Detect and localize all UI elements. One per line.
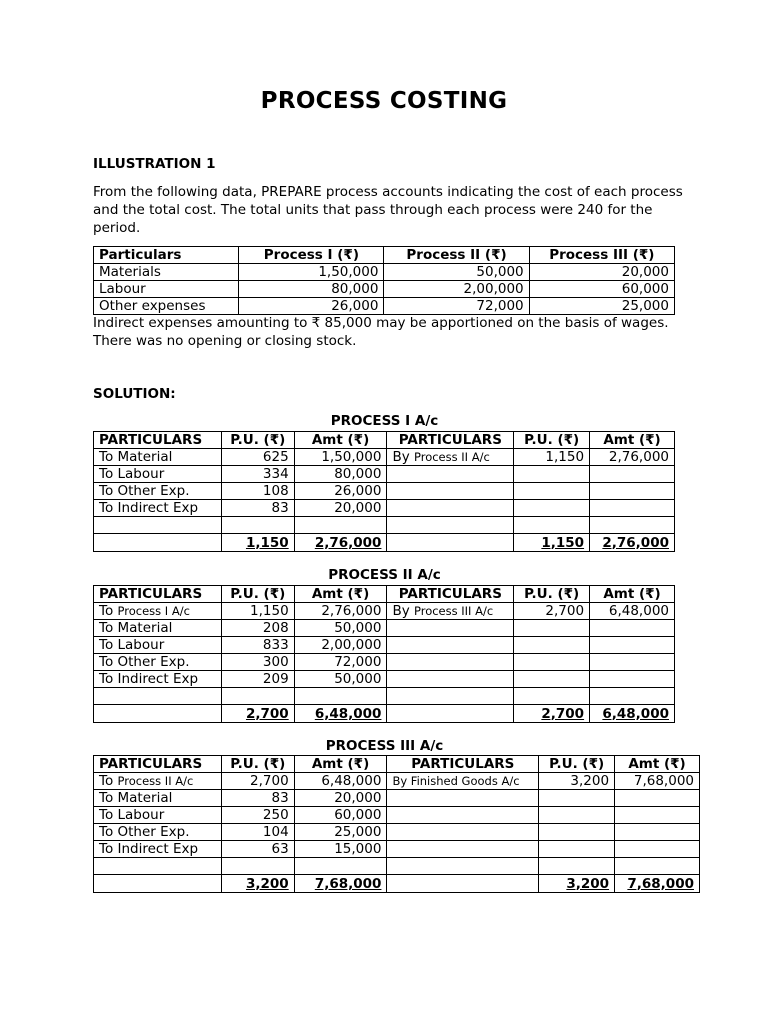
debit-per-unit: 209 <box>221 671 294 688</box>
row-label: Materials <box>94 264 239 281</box>
column-header: Amt (₹) <box>294 586 387 603</box>
blank-cell <box>514 688 590 705</box>
blank-cell <box>590 517 675 534</box>
debit-per-unit: 104 <box>221 824 294 841</box>
credit-amount: 6,48,000 <box>590 603 675 620</box>
debit-amount: 80,000 <box>294 466 387 483</box>
blank-row <box>94 517 675 534</box>
column-header: Amt (₹) <box>615 756 700 773</box>
debit-amount: 20,000 <box>294 500 387 517</box>
debit-prefix: To <box>99 807 118 823</box>
blank-cell <box>387 517 514 534</box>
credit-per-unit <box>514 483 590 500</box>
credit-per-unit <box>539 841 615 858</box>
column-header: PARTICULARS <box>387 432 514 449</box>
page-title: PROCESS COSTING <box>260 88 508 114</box>
debit-particulars <box>94 773 222 790</box>
debit-particulars <box>94 449 222 466</box>
debit-particulars <box>94 637 222 654</box>
credit-total-units: 1,150 <box>541 534 585 551</box>
column-header: P.U. (₹) <box>221 586 294 603</box>
debit-amount: 2,76,000 <box>294 603 387 620</box>
blank-row <box>94 688 675 705</box>
debit-total-units: 3,200 <box>245 875 289 892</box>
debit-amount: 20,000 <box>294 790 387 807</box>
debit-per-unit: 625 <box>221 449 294 466</box>
illustration-note: Indirect expenses amounting to ₹ 85,000 may be apportioned on the basis of wages. There was no opening or closing stock. <box>93 315 669 349</box>
debit-total-cell <box>221 534 294 552</box>
debit-particulars <box>94 790 222 807</box>
amount-cell: 25,000 <box>529 298 674 315</box>
ledger-row <box>94 620 675 637</box>
ledger-row <box>94 671 675 688</box>
debit-total-units: 1,150 <box>245 534 289 551</box>
credit-amount <box>615 824 700 841</box>
debit-account-name: Labour <box>117 466 165 482</box>
credit-particulars <box>387 603 514 620</box>
process-3-title: PROCESS III A/c <box>325 738 444 754</box>
credit-per-unit <box>539 824 615 841</box>
debit-per-unit: 1,150 <box>221 603 294 620</box>
debit-account-name: Material <box>117 449 173 465</box>
credit-particulars <box>387 637 514 654</box>
debit-prefix: To <box>99 603 118 619</box>
debit-amount: 50,000 <box>294 671 387 688</box>
ledger-row <box>94 824 700 841</box>
amount-cell: 2,00,000 <box>384 281 529 298</box>
debit-account-name: Material <box>117 790 173 806</box>
blank-cell <box>94 705 222 723</box>
ledger-row <box>94 449 675 466</box>
debit-particulars <box>94 654 222 671</box>
blank-cell <box>94 688 222 705</box>
credit-particulars <box>387 483 514 500</box>
debit-total-cell <box>294 875 387 893</box>
amount-cell: 80,000 <box>239 281 384 298</box>
credit-per-unit <box>514 654 590 671</box>
debit-particulars <box>94 483 222 500</box>
amount-cell: 60,000 <box>529 281 674 298</box>
blank-cell <box>94 858 222 875</box>
credit-amount <box>590 483 675 500</box>
debit-prefix: To <box>99 773 118 789</box>
blank-cell <box>514 517 590 534</box>
credit-per-unit <box>514 466 590 483</box>
debit-particulars <box>94 500 222 517</box>
credit-total-units: 2,700 <box>541 705 585 722</box>
debit-amount: 6,48,000 <box>294 773 387 790</box>
credit-amount <box>590 466 675 483</box>
debit-account-name: Indirect Exp <box>117 671 199 687</box>
credit-total-amount: 2,76,000 <box>602 534 669 551</box>
amount-cell: 72,000 <box>384 298 529 315</box>
debit-total-cell <box>294 534 387 552</box>
credit-particulars <box>387 654 514 671</box>
credit-total-cell <box>615 875 700 893</box>
debit-amount: 50,000 <box>294 620 387 637</box>
credit-total-cell <box>590 705 675 723</box>
debit-particulars <box>94 807 222 824</box>
blank-cell <box>387 534 514 552</box>
credit-per-unit <box>539 807 615 824</box>
debit-per-unit: 108 <box>221 483 294 500</box>
blank-cell <box>221 858 294 875</box>
debit-amount: 15,000 <box>294 841 387 858</box>
debit-account-name: Indirect Exp <box>117 841 199 857</box>
debit-per-unit: 83 <box>221 500 294 517</box>
debit-per-unit: 250 <box>221 807 294 824</box>
credit-amount <box>590 671 675 688</box>
debit-total-cell <box>221 875 294 893</box>
blank-cell <box>294 517 387 534</box>
credit-per-unit <box>514 500 590 517</box>
blank-cell <box>539 858 615 875</box>
blank-cell <box>94 534 222 552</box>
blank-cell <box>221 688 294 705</box>
column-header: Process III (₹) <box>529 247 674 264</box>
debit-account-name: Indirect Exp <box>117 500 199 516</box>
ledger-row <box>94 637 675 654</box>
blank-cell <box>294 858 387 875</box>
debit-prefix: To <box>99 790 118 806</box>
blank-cell <box>387 875 539 893</box>
debit-total-units: 2,700 <box>245 705 289 722</box>
debit-total-amount: 2,76,000 <box>314 534 382 551</box>
row-label: Other expenses <box>94 298 239 315</box>
column-header: Amt (₹) <box>294 756 387 773</box>
credit-particulars <box>387 824 539 841</box>
blank-cell <box>387 705 514 723</box>
debit-account-name: Other Exp. <box>117 483 190 499</box>
ledger-row <box>94 790 700 807</box>
credit-particulars <box>387 620 514 637</box>
credit-prefix: By <box>392 603 414 619</box>
column-header: P.U. (₹) <box>539 756 615 773</box>
column-header: PARTICULARS <box>94 756 222 773</box>
credit-particulars <box>387 841 539 858</box>
blank-cell <box>94 517 222 534</box>
amount-cell: 26,000 <box>239 298 384 315</box>
blank-cell <box>221 517 294 534</box>
credit-total-amount: 7,68,000 <box>627 875 694 892</box>
column-header: Process I (₹) <box>239 247 384 264</box>
blank-cell <box>590 688 675 705</box>
debit-particulars <box>94 671 222 688</box>
table-row <box>94 264 675 281</box>
illustration-text: From the following data, PREPARE process accounts indicating the cost of each process and the total cost. The total units that pass through each process were 240 for the period. <box>93 184 683 236</box>
credit-account-name: By Finished Goods A/c <box>392 774 520 788</box>
credit-particulars <box>387 807 539 824</box>
total-row <box>94 705 675 723</box>
given-data-table <box>93 246 675 315</box>
amount-cell: 50,000 <box>384 264 529 281</box>
credit-amount <box>615 841 700 858</box>
debit-amount: 2,00,000 <box>294 637 387 654</box>
debit-particulars <box>94 466 222 483</box>
column-header: Process II (₹) <box>384 247 529 264</box>
total-row <box>94 534 675 552</box>
ledger-row <box>94 841 700 858</box>
credit-per-unit <box>514 671 590 688</box>
column-header: Amt (₹) <box>590 586 675 603</box>
debit-total-amount: 7,68,000 <box>314 875 382 892</box>
illustration-heading: ILLUSTRATION 1 <box>93 156 216 172</box>
credit-per-unit: 1,150 <box>514 449 590 466</box>
column-header: P.U. (₹) <box>221 756 294 773</box>
process-2-title: PROCESS II A/c <box>328 567 441 583</box>
credit-particulars <box>387 790 539 807</box>
debit-prefix: To <box>99 824 118 840</box>
debit-amount: 60,000 <box>294 807 387 824</box>
table-row <box>94 281 675 298</box>
debit-total-amount: 6,48,000 <box>314 705 382 722</box>
debit-prefix: To <box>99 466 118 482</box>
column-header: Amt (₹) <box>590 432 675 449</box>
credit-per-unit: 3,200 <box>539 773 615 790</box>
credit-per-unit: 2,700 <box>514 603 590 620</box>
debit-prefix: To <box>99 500 118 516</box>
credit-total-cell <box>514 534 590 552</box>
debit-per-unit: 334 <box>221 466 294 483</box>
debit-prefix: To <box>99 449 118 465</box>
debit-amount: 1,50,000 <box>294 449 387 466</box>
process-1-account-table <box>93 431 675 552</box>
debit-per-unit: 2,700 <box>221 773 294 790</box>
total-row <box>94 875 700 893</box>
debit-per-unit: 63 <box>221 841 294 858</box>
column-header: P.U. (₹) <box>221 432 294 449</box>
debit-account-name: Other Exp. <box>117 654 190 670</box>
ledger-row <box>94 654 675 671</box>
debit-total-cell <box>294 705 387 723</box>
debit-per-unit: 833 <box>221 637 294 654</box>
debit-prefix: To <box>99 483 118 499</box>
debit-amount: 25,000 <box>294 824 387 841</box>
credit-per-unit <box>539 790 615 807</box>
blank-row <box>94 858 700 875</box>
debit-particulars <box>94 841 222 858</box>
debit-account-name: Material <box>117 620 173 636</box>
blank-cell <box>615 858 700 875</box>
column-header: P.U. (₹) <box>514 586 590 603</box>
credit-particulars <box>387 500 514 517</box>
debit-per-unit: 83 <box>221 790 294 807</box>
credit-total-units: 3,200 <box>566 875 610 892</box>
debit-particulars <box>94 603 222 620</box>
credit-particulars <box>387 449 514 466</box>
debit-account-name: Process II A/c <box>117 774 194 788</box>
ledger-row <box>94 807 700 824</box>
column-header: Particulars <box>94 247 239 264</box>
table-row <box>94 298 675 315</box>
credit-amount: 7,68,000 <box>615 773 700 790</box>
credit-per-unit <box>514 620 590 637</box>
process-3-account-table <box>93 755 700 893</box>
debit-amount: 72,000 <box>294 654 387 671</box>
debit-prefix: To <box>99 841 118 857</box>
debit-prefix: To <box>99 671 118 687</box>
debit-account-name: Labour <box>117 807 165 823</box>
credit-particulars <box>387 773 539 790</box>
row-label: Labour <box>94 281 239 298</box>
debit-particulars <box>94 620 222 637</box>
credit-amount <box>615 790 700 807</box>
credit-particulars <box>387 671 514 688</box>
credit-amount <box>590 654 675 671</box>
debit-prefix: To <box>99 654 118 670</box>
ledger-row <box>94 500 675 517</box>
blank-cell <box>294 688 387 705</box>
ledger-row <box>94 483 675 500</box>
debit-prefix: To <box>99 620 118 636</box>
amount-cell: 20,000 <box>529 264 674 281</box>
process-1-title: PROCESS I A/c <box>330 413 439 429</box>
column-header: PARTICULARS <box>94 586 222 603</box>
debit-per-unit: 208 <box>221 620 294 637</box>
credit-amount: 2,76,000 <box>590 449 675 466</box>
credit-particulars <box>387 466 514 483</box>
blank-cell <box>94 875 222 893</box>
column-header: PARTICULARS <box>94 432 222 449</box>
credit-total-cell <box>590 534 675 552</box>
credit-amount <box>590 500 675 517</box>
credit-amount <box>590 620 675 637</box>
debit-account-name: Process I A/c <box>117 604 190 618</box>
credit-per-unit <box>514 637 590 654</box>
debit-particulars <box>94 824 222 841</box>
blank-cell <box>387 858 539 875</box>
credit-total-amount: 6,48,000 <box>602 705 669 722</box>
ledger-row <box>94 773 700 790</box>
ledger-row <box>94 466 675 483</box>
debit-amount: 26,000 <box>294 483 387 500</box>
column-header: PARTICULARS <box>387 586 514 603</box>
column-header: PARTICULARS <box>387 756 539 773</box>
credit-amount <box>615 807 700 824</box>
amount-cell: 1,50,000 <box>239 264 384 281</box>
credit-account-name: Process III A/c <box>413 604 494 618</box>
debit-total-cell <box>221 705 294 723</box>
debit-prefix: To <box>99 637 118 653</box>
blank-cell <box>387 688 514 705</box>
debit-account-name: Labour <box>117 637 165 653</box>
column-header: Amt (₹) <box>294 432 387 449</box>
credit-prefix: By <box>392 449 414 465</box>
credit-total-cell <box>539 875 615 893</box>
column-header: P.U. (₹) <box>514 432 590 449</box>
ledger-row <box>94 603 675 620</box>
debit-account-name: Other Exp. <box>117 824 190 840</box>
credit-account-name: Process II A/c <box>413 450 490 464</box>
debit-per-unit: 300 <box>221 654 294 671</box>
credit-total-cell <box>514 705 590 723</box>
credit-amount <box>590 637 675 654</box>
solution-heading: SOLUTION: <box>93 386 176 402</box>
process-2-account-table <box>93 585 675 723</box>
